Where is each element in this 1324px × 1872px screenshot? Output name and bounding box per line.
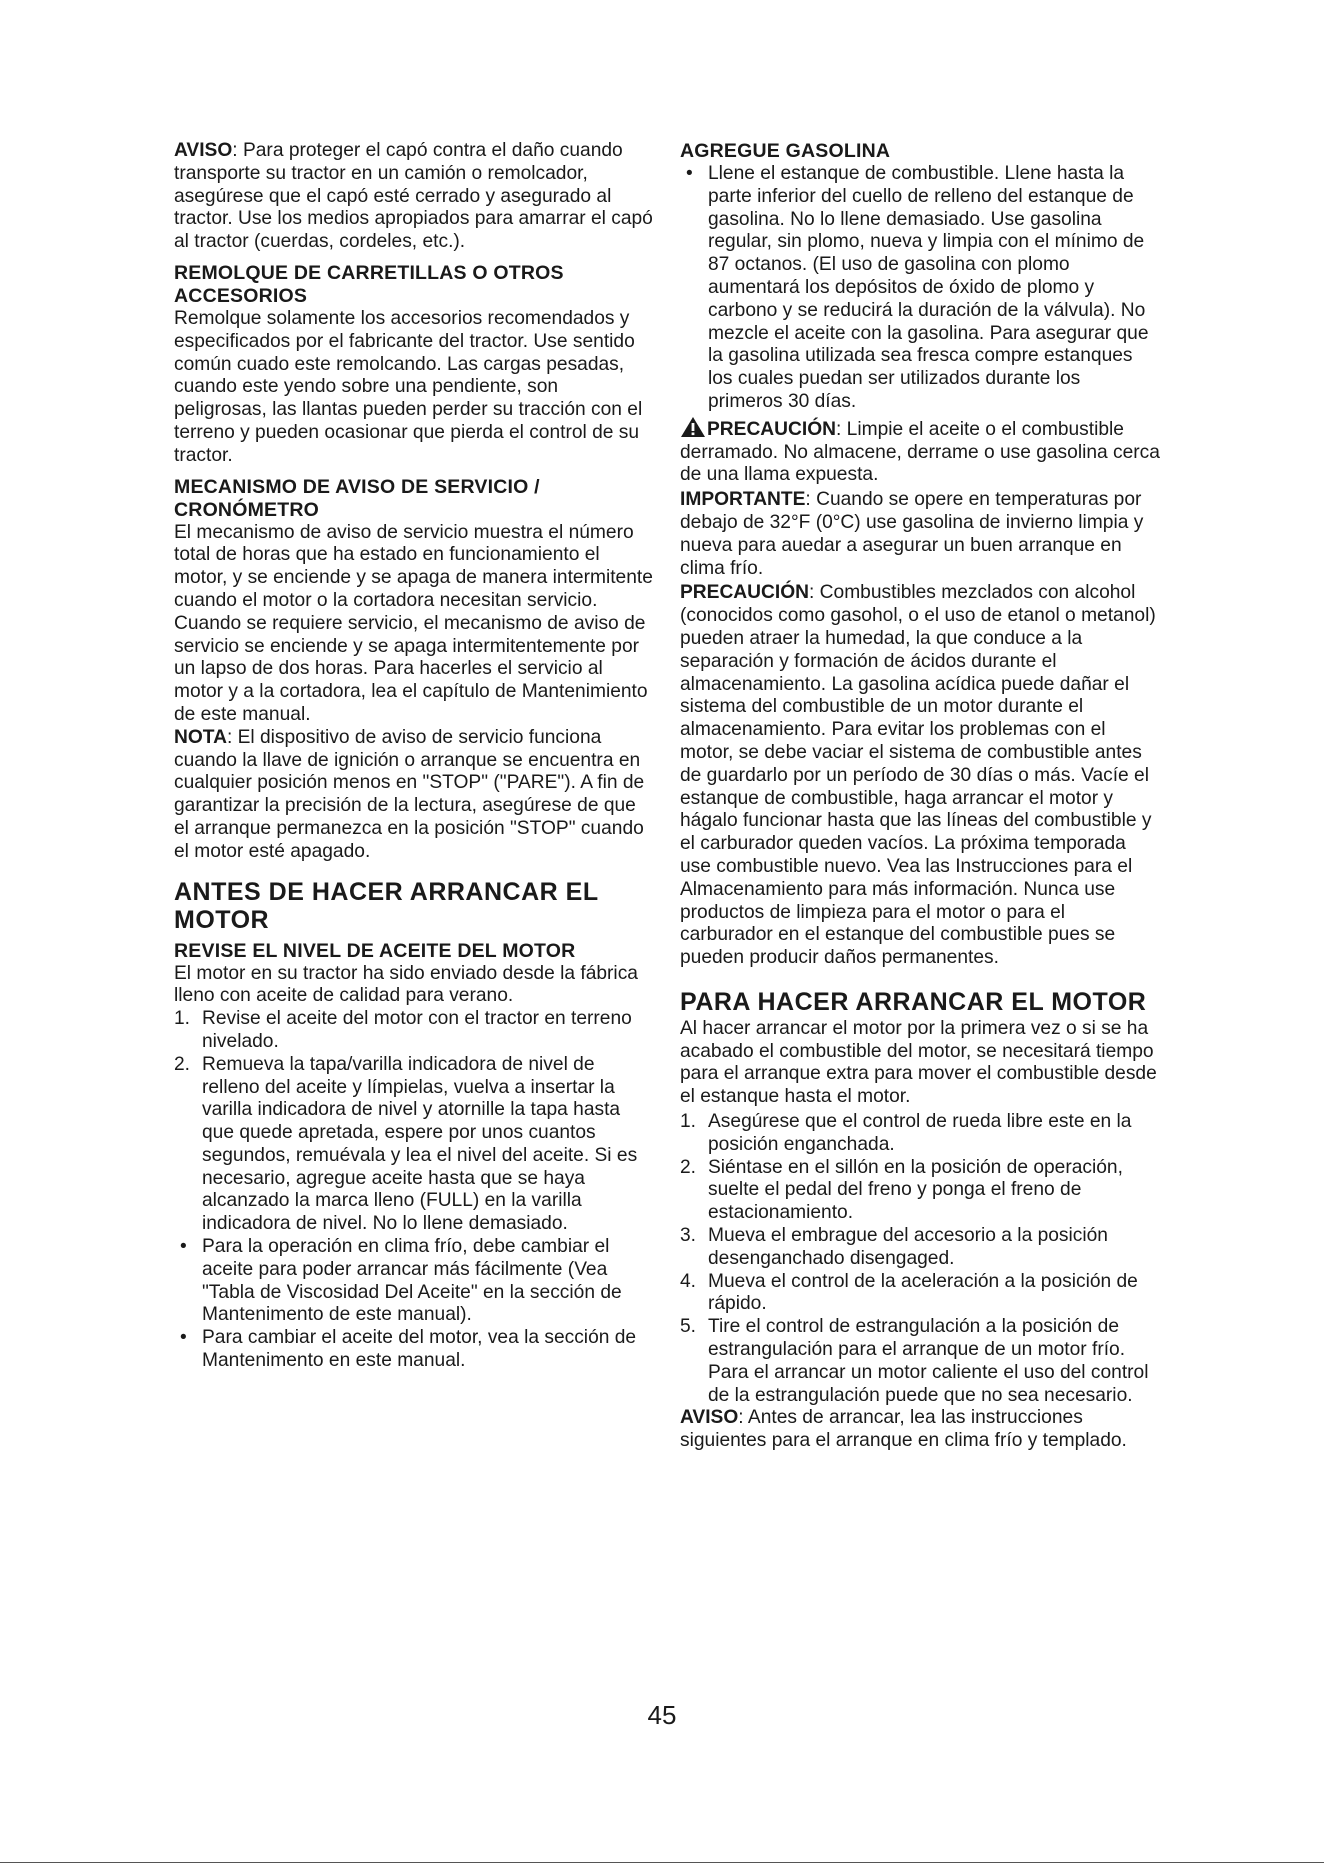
antes-heading: ANTES DE HACER ARRANCAR EL MOTOR bbox=[174, 877, 599, 934]
step-text: Tire el control de estrangulación a la posición de estrangulación para el arranque de un motor frío. Para el arrancar un motor caliente el uso del control de la estrangulación puede que no sea necesario. bbox=[708, 1316, 1149, 1406]
step-number: 1. bbox=[174, 1008, 191, 1030]
step-number: 1. bbox=[680, 1111, 697, 1133]
bullet-item: • Para cambiar el aceite del motor, vea la sección de Mantenimento en este manual. bbox=[174, 1327, 654, 1373]
remolque-heading: REMOLQUE DE CARRETILLAS O OTROS ACCESORIOS bbox=[174, 261, 564, 307]
precaucion-alcohol-paragraph bbox=[680, 582, 1160, 970]
mecanismo-text: El mecanismo de aviso de servicio muestra el número total de horas que ha estado en funcionamiento el motor, y se enciende y se apaga de manera intermitente cuando el motor o la cortadora necesitan servicio. Cuando se requiere servicio, el mecanismo de aviso de servicio se enciende y se apaga intermitentemente por un lapso de dos horas. Para hacerles el servicio al motor y a la cortadora, lea el capítulo de Mantenimiento de este manual. bbox=[174, 521, 653, 725]
page-number: 45 bbox=[647, 1700, 677, 1730]
precaucion-text: : Combustibles mezclados con alcohol (conocidos como gasohol, o el uso de etanol o metanol) pueden atraer la humedad, la que conduce a la separación y formación de ácidos durante el almacenamiento. La gasolina acídica puede dañar el sistema del combustible de un motor durante el almacenamiento. Para evitar los problemas con el motor, se debe vaciar el sistema de combustible antes de guardarlo por un período de 30 días o más. Vacíe el estanque de combustible, haga arrancar el motor y hágalo funcionar hasta que las líneas del combustible y el carburador queden vacíos. La próxima temporada use combustible nuevo. Vea las Instrucciones para el Almacenamiento para más información. Nunca use productos de limpieza para el motor o para el carburador en el estanque del combustible pues se pueden producir daños permanentes. bbox=[680, 582, 1156, 969]
precaucion-paragraph bbox=[680, 416, 1160, 487]
bullet-item: • Llene el estanque de combustible. Llene hasta la parte inferior del cuello de relleno del estanque de gasolina. No lo llene demasiado. Use gasolina regular, sin plomo, nueva y limpia con el mínimo de 87 octanos. (El uso de gasolina con plomo aumentará los depósitos de óxido de plomo y carbono y se reducirá la duración de la válvula). No mezcle el aceite con la gasolina. Para asegurar que la gasolina utilizada sea fresca compre estanques los cuales puedan ser utilizados durante los primeros 30 días. bbox=[680, 163, 1160, 414]
arranque-steps bbox=[680, 1111, 1160, 1407]
precaucion-text: : Limpie el aceite o el combustible derramado. No almacene, derrame o use gasolina cerca de una llama expuesta. bbox=[680, 418, 1160, 486]
arranque-step bbox=[680, 1271, 1160, 1317]
step-text: Mueva el embrague del accesorio a la posición desenganchado disengaged. bbox=[708, 1225, 1108, 1269]
para-heading: PARA HACER ARRANCAR EL MOTOR bbox=[680, 987, 1147, 1016]
revise-steps bbox=[174, 1008, 654, 1236]
para-text: Al hacer arrancar el motor por la primera vez o si se ha acabado el combustible del motor, se necesitará tiempo para el arranque extra para mover el combustible desde el estanque hasta el motor. bbox=[680, 1017, 1157, 1108]
step-text: Mueva el control de la aceleración a la posición de rápido. bbox=[708, 1270, 1138, 1315]
revise-step bbox=[174, 1008, 654, 1054]
mecanismo-heading: MECANISMO DE AVISO DE SERVICIO / CRONÓMETRO bbox=[174, 475, 540, 521]
nota-text: : El dispositivo de aviso de servicio funciona cuando la llave de ignición o arranque se encuentra en cualquier posición menos en "STOP" ("PARE"). A fin de garantizar la precisión de la lectura, asegúrese de que el arranque permanezca en la posición "STOP" cuando el motor esté apagado. bbox=[174, 726, 645, 862]
aviso-hood-paragraph bbox=[174, 140, 654, 254]
right-column bbox=[680, 140, 1160, 1455]
step-text: Siéntase en el sillón en la posición de operación, suelte el pedal del freno y ponga el freno de estacionamiento. bbox=[708, 1156, 1123, 1224]
aviso-text: : Para proteger el capó contra el daño cuando transporte su tractor en un camión o remolcador, asegúrese que el capó esté cerrado y asegurado al tractor. Use los medios apropiados para amarrar el capó al tractor (cuerdas, cordeles, etc.). bbox=[174, 140, 653, 253]
left-column bbox=[174, 140, 654, 1373]
agregue-heading: AGREGUE GASOLINA bbox=[680, 140, 891, 162]
remolque-text: Remolque solamente los accesorios recomendados y especificados por el fabricante del tractor. Use sentido común cuado este remolcando. Las cargas pesadas, cuando este yendo sobre una pendiente, son peligrosas, las llantas pueden perder su tracción con el terreno y pueden ocasionar que pierda el control de su tractor. bbox=[174, 307, 643, 466]
arranque-step bbox=[680, 1111, 1160, 1157]
step-text: Remueva la tapa/varilla indicadora de nivel de relleno del aceite y límpielas, vuelva a insertar la varilla indicadora de nivel y atornille la tapa hasta que quede apretada, espere por unos cuantos segundos, remuévala y lea el nivel del aceite. Si es necesario, agregue aceite hasta que se haya alcanzado la marca lleno (FULL) en la varilla indicadora de nivel. No lo llene demasiado. bbox=[202, 1053, 638, 1235]
revise-heading: REVISE EL NIVEL DE ACEITE DEL MOTOR bbox=[174, 939, 576, 962]
aviso-arranque-paragraph bbox=[680, 1407, 1160, 1453]
warning-triangle-icon bbox=[680, 416, 706, 438]
arranque-step bbox=[680, 1316, 1160, 1407]
precaucion-label: PRECAUCIÓN bbox=[680, 582, 809, 604]
agregue-bullets bbox=[680, 163, 1160, 414]
revise-step bbox=[174, 1054, 654, 1236]
step-number: 3. bbox=[680, 1225, 697, 1247]
nota-paragraph bbox=[174, 727, 654, 864]
bullet-item: • Para la operación en clima frío, debe cambiar el aceite para poder arrancar más fácilmente (Vea "Tabla de Viscosidad Del Aceite" en la sección de Mantenimento de este manual). bbox=[174, 1236, 654, 1327]
step-number: 2. bbox=[680, 1156, 697, 1178]
revise-text: El motor en su tractor ha sido enviado desde la fábrica lleno con aceite de calidad para verano. bbox=[174, 962, 638, 1007]
arranque-step bbox=[680, 1225, 1160, 1271]
importante-text: : Cuando se opere en temperaturas por debajo de 32°F (0°C) use gasolina de invierno limpia y nueva para auedar a asegurar un buen arranque en clima frío. bbox=[680, 489, 1144, 579]
page-bottom-rule bbox=[0, 1862, 1324, 1863]
step-number: 5. bbox=[680, 1316, 697, 1338]
step-number: 4. bbox=[680, 1270, 697, 1292]
precaucion-label: PRECAUCIÓN bbox=[707, 418, 836, 440]
arranque-step bbox=[680, 1157, 1160, 1225]
step-number: 2. bbox=[174, 1053, 191, 1075]
importante-label: IMPORTANTE bbox=[680, 489, 806, 511]
nota-label: NOTA bbox=[174, 726, 227, 748]
aviso-label: AVISO bbox=[680, 1407, 739, 1429]
aviso-label: AVISO bbox=[174, 140, 233, 161]
aviso-text: : Antes de arrancar, lea las instrucciones siguientes para el arranque en clima frío y templado. bbox=[680, 1407, 1127, 1452]
step-text: Revise el aceite del motor con el tractor en terreno nivelado. bbox=[202, 1008, 632, 1052]
revise-bullets bbox=[174, 1236, 654, 1373]
importante-paragraph bbox=[680, 489, 1160, 580]
step-text: Asegúrese que el control de rueda libre este en la posición enganchada. bbox=[708, 1111, 1132, 1155]
